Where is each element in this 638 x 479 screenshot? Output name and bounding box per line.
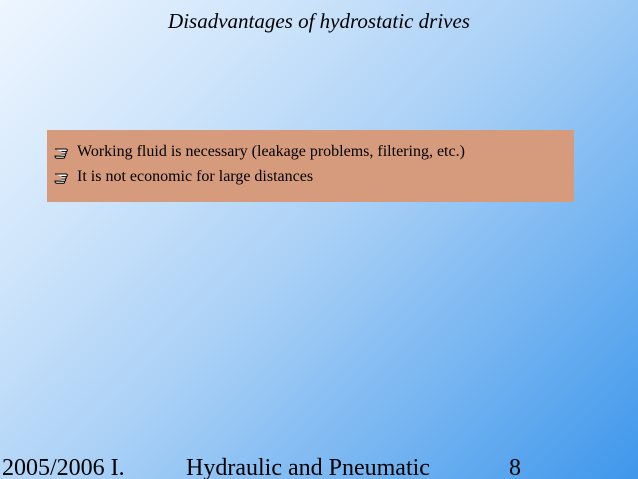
footer-course: Hydraulic and Pneumatic xyxy=(186,455,430,479)
page-number: 8 xyxy=(509,455,521,479)
bullet-item xyxy=(54,164,574,189)
bullet-text: Working fluid is necessary (leakage problems, filtering, etc.) xyxy=(77,143,465,160)
slide-title: Disadvantages of hydrostatic drives xyxy=(168,9,470,33)
pointing-hand-icon xyxy=(54,170,72,184)
pointing-hand-icon xyxy=(54,145,72,159)
bullet-item xyxy=(54,139,574,164)
bullet-box xyxy=(47,130,574,202)
footer xyxy=(0,454,638,479)
bullet-text: It is not economic for large distances xyxy=(77,168,314,185)
footer-date: 2005/2006 I. xyxy=(2,455,125,479)
